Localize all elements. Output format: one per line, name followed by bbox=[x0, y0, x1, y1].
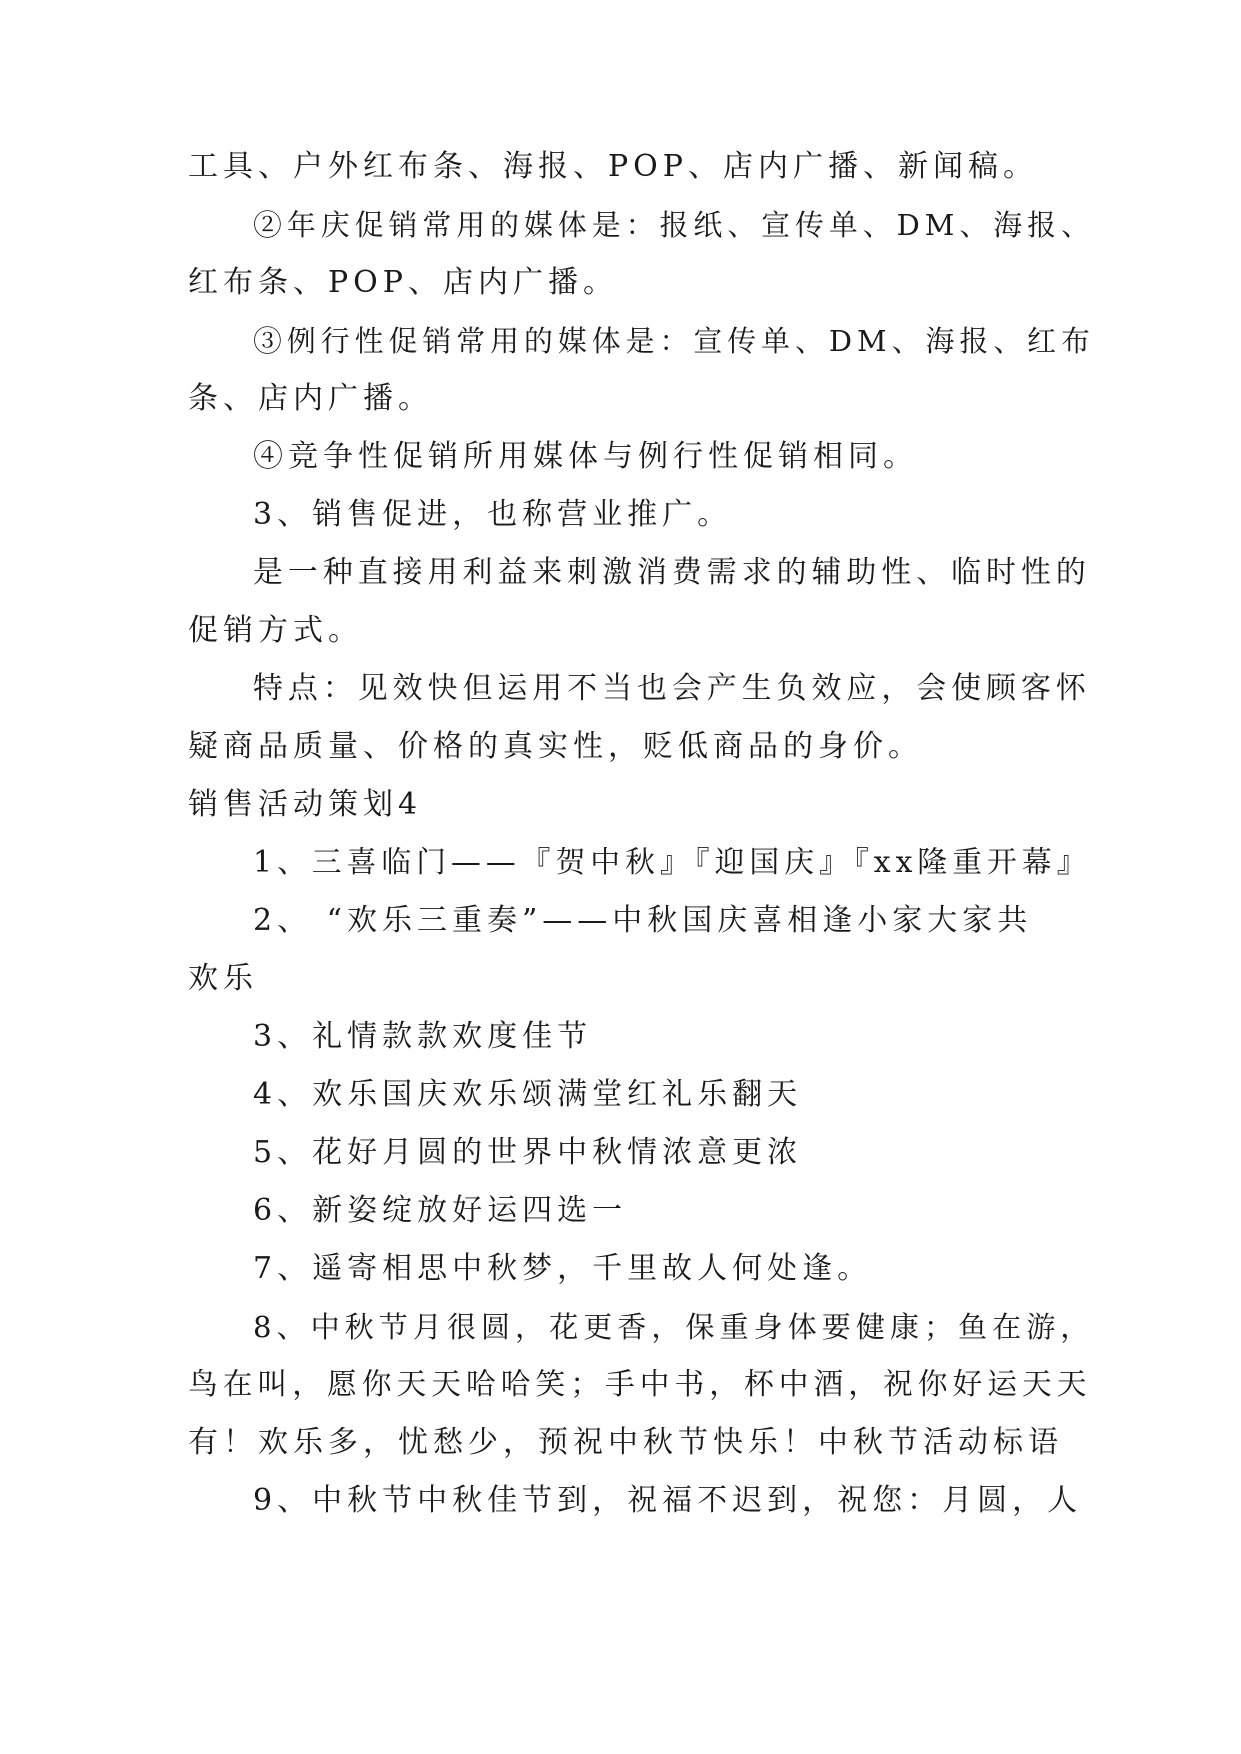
text-line: 8、中秋节月很圆，花更香，保重身体要健康；鱼在游， bbox=[253, 1310, 1095, 1344]
text-line: ②年庆促销常用的媒体是：报纸、宣传单、DM、海报、 bbox=[253, 208, 1095, 242]
text-line: 促销方式。 bbox=[188, 613, 363, 648]
text-line: 4、欢乐国庆欢乐颂满堂红礼乐翻天 bbox=[253, 1077, 803, 1112]
text-line: 5、花好月圆的世界中秋情浓意更浓 bbox=[253, 1135, 803, 1170]
text-line: 疑商品质量、价格的真实性，贬低商品的身价。 bbox=[188, 729, 923, 764]
text-line: 鸟在叫，愿你天天哈哈笑；手中书，杯中酒，祝你好运天天 bbox=[188, 1367, 1092, 1402]
text-line: ④竞争性促销所用媒体与例行性促销相同。 bbox=[253, 439, 918, 474]
text-line: 有！欢乐多，忧愁少，预祝中秋节快乐！中秋节活动标语 bbox=[188, 1425, 1063, 1460]
text-line: 7、遥寄相思中秋梦，千里故人何处逢。 bbox=[253, 1251, 873, 1286]
text-line: ③例行性促销常用的媒体是：宣传单、DM、海报、红布 bbox=[253, 324, 1095, 358]
text-line: 欢乐 bbox=[188, 961, 258, 996]
text-line: 是一种直接用利益来刺激消费需求的辅助性、临时性的 bbox=[253, 555, 1091, 590]
text-line: 条、店内广播。 bbox=[188, 381, 433, 416]
text-line: 3、销售促进，也称营业推广。 bbox=[253, 497, 733, 532]
text-line: 9、中秋节中秋佳节到，祝福不迟到，祝您：月圆，人 bbox=[253, 1483, 1083, 1518]
text-line: 1、三喜临门——『贺中秋』『迎国庆』『xx隆重开幕』 bbox=[253, 845, 1092, 880]
text-line: 红布条、POP、店内广播。 bbox=[188, 265, 618, 300]
section-heading: 销售活动策划4 bbox=[188, 787, 423, 822]
text-line: 3、礼情款款欢度佳节 bbox=[253, 1019, 593, 1054]
text-line: 工具、户外红布条、海报、POP、店内广播、新闻稿。 bbox=[188, 149, 1038, 184]
text-line: 特点：见效快但运用不当也会产生负效应，会使顾客怀 bbox=[253, 671, 1091, 706]
text-line: 2、 “欢乐三重奏”——中秋国庆喜相逢小家大家共 bbox=[253, 903, 1033, 938]
text-line: 6、新姿绽放好运四选一 bbox=[253, 1193, 628, 1228]
